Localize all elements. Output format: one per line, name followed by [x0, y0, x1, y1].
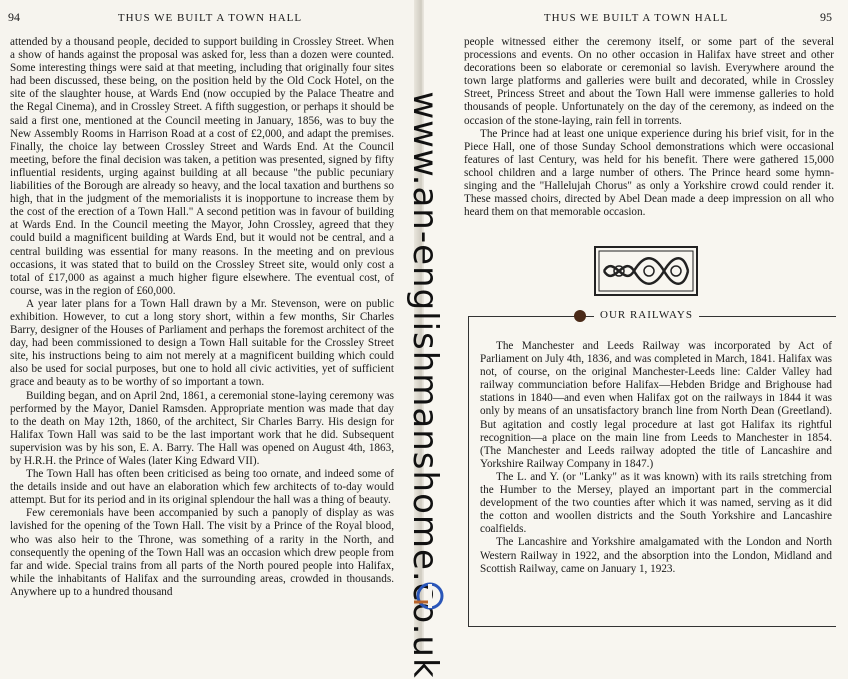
website-watermark — [400, 91, 450, 679]
left-paragraph-5: Few ceremonials have been accompanied by such a panoply of display as was lavished for the opening of the Town Hall. The visit by a Prince of the Royal blood, who was also heir to the Throne, was something of a rarity in the North, and consequently the opening of the Town Hall was an occasion which drew people from far and wide. Special trains from all parts of the North poured people into Halifax, while the inhabitants of Halifax and the surrounding areas, crowded in thousands. Anywhere up to a hundred thousand — [10, 507, 394, 598]
section-bullet-icon — [574, 310, 586, 322]
celtic-knot-ornament-icon — [594, 246, 698, 296]
left-paragraph-3: Building began, and on April 2nd, 1861, a ceremonial stone-laying ceremony was performed by the Mayor, Daniel Ramsden. Appropriate mention was made that day to the death on May 12th, 1860, of the architect, Sir Charles Barry. His design for Halifax Town Hall was said to be the last important work that he did. Subsequent supervision was by his son, E. A. Barry. The Hall was opened on August 4th, 1863, by H.R.H. the Prince of Wales (later King Edward VII). — [10, 389, 394, 467]
left-page — [0, 0, 420, 650]
left-page-number: 94 — [8, 10, 20, 24]
left-paragraph-4: The Town Hall has often been criticised as being too ornate, and indeed some of the details inside and out have an elaboration which few architects of to-day would attempt. But for its period and in its original splendour the hall was a thing of beauty. — [10, 468, 394, 507]
section-paragraph-1: The Manchester and Leeds Railway was incorporated by Act of Parliament on July 4th, 1836, and was completed in March, 1841. Halifax was not, of course, on the original Manchester-Leeds line: Calder Valley had railway communciation before Halifax—Hebden Bridge and Brighouse had stations in 1840—and even when Halifax got on the railways in 1844 it was only by means of an unsatisfactory branch line from North Dean (Greetland). But agitation and costly legal procedure at last got Halifax its rightful recognition—a place on the main line from Leeds to Manchester in 1854. (The Manchester and Leeds railway adopted the title of Lancashire and Yorkshire Railway Company in 1847.) — [480, 340, 832, 470]
right-running-header: THUS WE BUILT A TOWN HALL — [543, 12, 729, 24]
left-body-text — [10, 36, 394, 599]
watermark-text: www.an-englishmanshome.co.uk — [405, 91, 445, 679]
section-paragraph-2: The L. and Y. (or "Lanky" as it was known) with its rails stretching from the Humber to the Mersey, played an important part in the commercial development of the two counties after which it was named, serving as it did the cotton and woollen districts and the South Yorkshire and Lancashire coalfields. — [480, 470, 832, 536]
right-page-number: 95 — [820, 10, 832, 24]
right-body-text — [464, 36, 834, 219]
left-paragraph-1: attended by a thousand people, decided to support building in Crossley Street. When a show of hands against the proposal was asked for, less than a dozen were counted. Some interesting things were said at that meeting, including that originally four sites had been discussed, these being, on the position held by the Old Cock Hotel, on the site of the slaughter house, at Wards End (now occupied by the Palace Theatre and the Regal Cinema), and in Crossley Street. A fifth suggestion, or perhaps it should be said a first one, mentioned at the Council meeting in January, 1856, was to buy the New Assembly Rooms in Harrison Road at a cost of £2,000, and adapt the premises. Finally, the choice lay between Crossley Street and Wards End. At the Council meeting, before the final decision was taken, a petition was presented, signed by fifty influential residents, urging against building at all because "the public pecuniary liabilities of the Borough are already so heavy, and the local taxation and burthens so high, that in the judgment of the memorialists it is inopportune to increase them by the cost of the erection of a Town Hall." A second petition was in favour of building at Wards End. In the Council meeting the Mayor, John Crossley, agreed that they could build a magnificent building at Wards End, but it would not be central, and a central building was essential for many reasons. In the meeting and on previous occasions, it was stated that to build on the Crossley Street site, would only cost a total of £17,000 as against a much higher figure elsewhere. The eventual cost, of course, was in the region of £60,000. — [10, 36, 394, 297]
right-page — [424, 0, 848, 650]
section-rule-left — [468, 316, 469, 626]
left-running-header: THUS WE BUILT A TOWN HALL — [117, 12, 303, 24]
watermark-logo-icon — [410, 576, 450, 616]
left-paragraph-2: A year later plans for a Town Hall drawn by a Mr. Stevenson, were on public exhibition. However, to cut a long story short, within a few months, Sir Charles Barry, designer of the Houses of Parliament and perhaps the foremost architect of the day, had been commissioned to design a Town Hall suitable for the Crossley Street site, his instructions being to aim not merely at a magnificent building which could also be used for social purposes, but one to hold all civic activities, yet of sufficient grace and beauty as to be worthy of so important a town. — [10, 297, 394, 389]
section-body-text — [480, 340, 832, 576]
section-paragraph-3: The Lancashire and Yorkshire amalgamated with the London and North Western Railway in 1922, and the absorption into the London, Midland and Scottish Railway, came on January 1, 1923. — [480, 536, 832, 575]
section-title: OUR RAILWAYS — [594, 309, 699, 321]
section-rule-bottom — [468, 626, 836, 627]
right-paragraph-1: people witnessed either the ceremony itself, or some part of the several processions and events. On no other occasion in Halifax have street and other decorations been so elaborate or ceremonial so lavish. Everywhere around the town large platforms and galleries were built and decorated, while in Crossley Street, Princess Street and about the Town Hall were immense galleries to hold thousands of people. Unfortunately on the day of the ceremony, as indeed on the occasion of the stone-laying, rain fell in torrents. — [464, 36, 834, 127]
right-paragraph-2: The Prince had at least one unique experience during his brief visit, for in the Piece Hall, one of those Sunday School demonstrations which were occasional features of last Century, was held for his benefit. There were gathered 15,000 school children and a large number of others. The Prince heard some hymn-singing and the "Hallelujah Chorus" as only a Yorkshire crowd could render it. These massed choirs, directed by Abel Dean made a deep impression on all who heard them on that memorable occasion. — [464, 127, 834, 219]
